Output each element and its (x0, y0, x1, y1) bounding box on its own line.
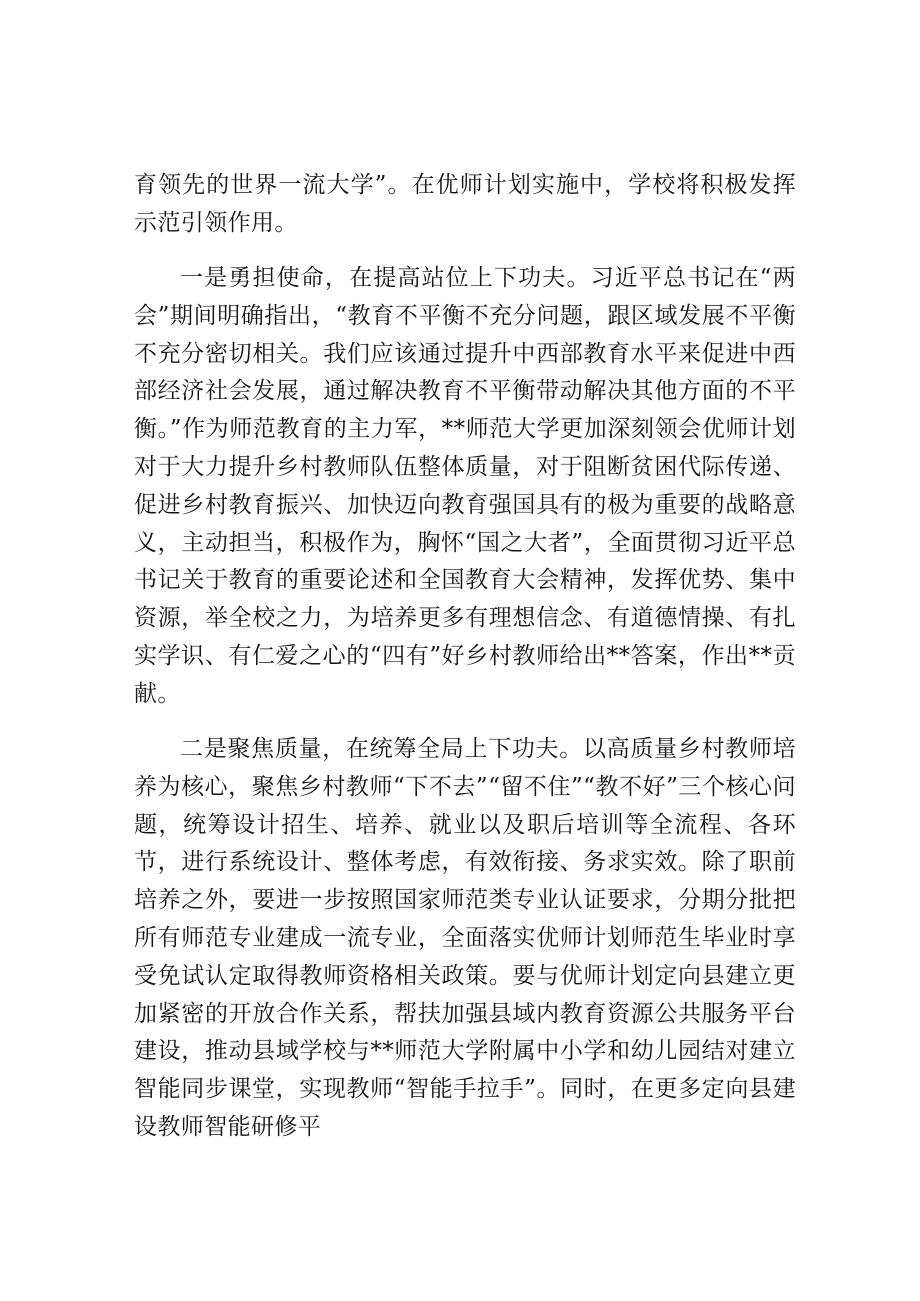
paragraph-continuation: 育领先的世界一流大学”。在优师计划实施中，学校将积极发挥示范引领作用。 (134, 172, 796, 236)
paragraph-quality: 二是聚焦质量，在统筹全局上下功夫。以高质量乡村教师培养为核心，聚焦乡村教师“下不去”“留不住”“教不好”三个核心问题，统筹设计招生、培养、就业以及职后培训等全流程、各环节，进行系统设计、整体考虑，有效衔接、务求实效。除了职前培养之外，要进一步按照国家师范类专业认证要求，分期分批把所有师范专业建成一流专业，全面落实优师计划师范生毕业时享受免试认定取得教师资格相关政策。要与优师计划定向县建立更加紧密的开放合作关系，帮扶加强县域内教育资源公共服务平台建设，推动县域学校与**师范大学附属中小学和幼儿园结对建立智能同步课堂，实现教师“智能手拉手”。同时，在更多定向县建设教师智能研修平 (134, 736, 796, 1140)
paragraph-mission: 一是勇担使命，在提高站位上下功夫。习近平总书记在“两会”期间明确指出，“教育不平衡不充分问题，跟区域发展不平衡不充分密切相关。我们应该通过提升中西部教育水平来促进中西部经济社会发展，通过解决教育不平衡带动解决其他方面的不平衡。”作为师范教育的主力军，**师范大学更加深刻领会优师计划对于大力提升乡村教师队伍整体质量，对于阻断贫困代际传递、促进乡村教育振兴、加快迈向教育强国具有的极为重要的战略意义，主动担当，积极作为，胸怀“国之大者”，全面贯彻习近平总书记关于教育的重要论述和全国教育大会精神，发挥优势、集中资源，举全校之力，为培养更多有理想信念、有道德情操、有扎实学识、有仁爱之心的“四有”好乡村教师给出**答案，作出**贡献。 (134, 265, 796, 707)
